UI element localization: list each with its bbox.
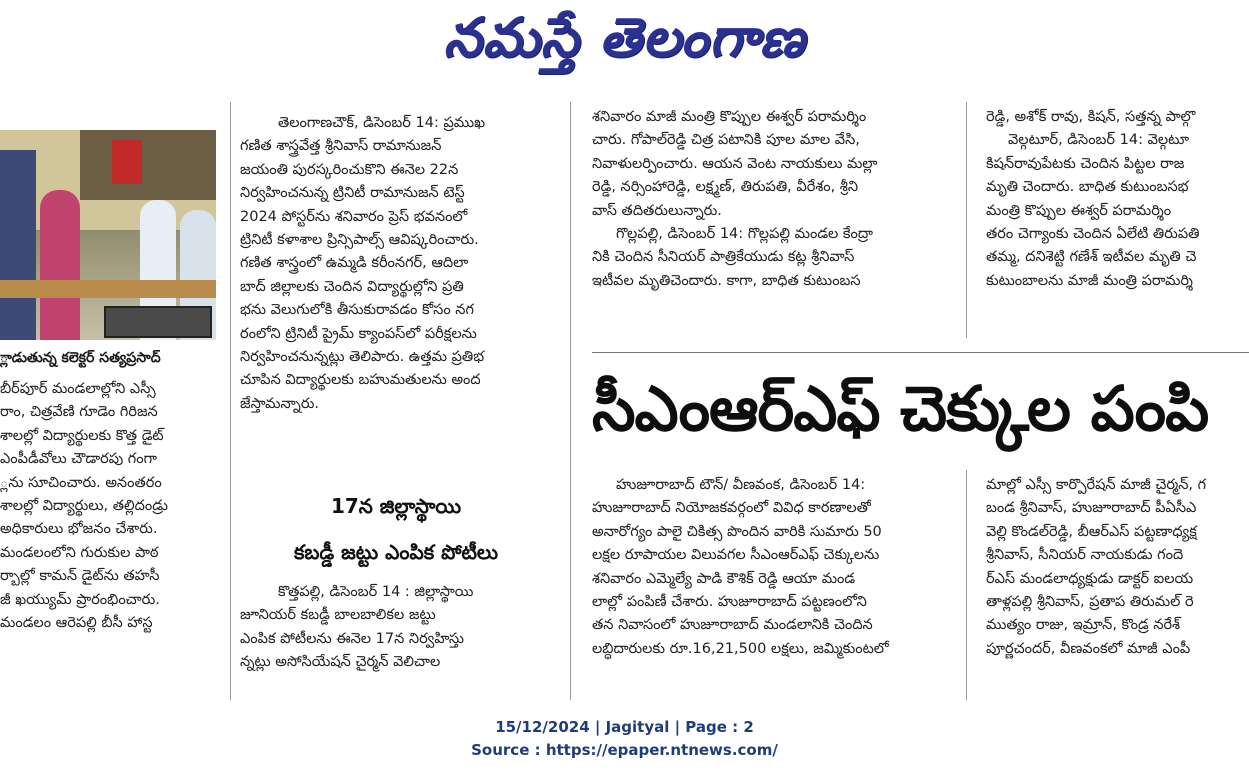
newspaper-title: నమస్తే తెలంగాణ (443, 5, 806, 69)
column-4 (986, 94, 1249, 334)
text-line: తాళ్లపల్లి శ్రీనివాస్, ప్రతాప తిరుమల్ రె (986, 594, 1194, 611)
text-line: మంత్రి కొప్పుల ఈశ్వర్ పరామర్శిం (986, 202, 1172, 219)
section-divider (592, 352, 1249, 353)
text-line: వాస్ తదితరులున్నారు. (592, 202, 722, 219)
text-line: కుటుంబాలను మాజీ మంత్రి పరామర్శి (986, 272, 1193, 289)
text-line: శాలల్లో విద్యార్థులు, తల్లిదండ్రు (0, 498, 169, 515)
article-cmrf-continued (986, 474, 1249, 661)
text-line: మాల్లో ఎస్సీ కార్పొరేషన్ మాజీ చైర్మన్, గ (986, 477, 1207, 493)
article-cmrf-cheques (592, 474, 944, 661)
subheadline-1: 17న జిల్లాస్థాయి (330, 494, 462, 518)
subheadline-2: కబడ్డీ జట్టు ఎంపిక పోటీలు (293, 540, 499, 564)
text-line: హుజూరాబాద్ నియోజకవర్గంలో వివిధ కారణాలతో (592, 500, 871, 517)
text-line: గొల్లపల్లి, డిసెంబర్ 14: గొల్లపల్లి మండల కేంద్రా (616, 226, 873, 243)
source-link[interactable]: Source : https://epaper.ntnews.com/ (471, 741, 778, 759)
text-line: అధికారులు భోజనం చేశారు. (0, 521, 158, 538)
text-line: నివాళులర్పించారు. ఆయన వెంట నాయకులు మల్లా (592, 155, 878, 172)
text-line: శాలల్లో విద్యార్థులకు కొత్త డైట్ (0, 427, 164, 444)
text-line: రెడ్డి, అశోక్ రావు, కిషన్, సత్తన్న పాల్గొ (986, 109, 1196, 125)
text-line: రాం, చిత్రవేణి గూడెం గిరిజన (0, 404, 158, 421)
text-line: గణిత శాస్త్రంలో ఉమ్మడి కరీంనగర్, ఆదిలా (240, 255, 469, 272)
text-line: శనివారం ఎమ్మెల్యే పాడి కౌశిక్ రెడ్డి ఆయా మండ (592, 570, 856, 587)
text-line: నిర్వహించనున్న ట్రినిటీ రామానుజన్ టెస్ట్ (240, 185, 465, 202)
main-headline: సీఎంఆర్‌ఎఫ్ చెక్కుల పంపి (592, 372, 1209, 445)
column-divider (570, 102, 571, 700)
text-line: అనారోగ్యం పాలై చికిత్స పొందిన వారికి సుమారు 50 (592, 523, 882, 540)
text-line: బండ శ్రీనివాస్, హుజూరాబాద్ పీఏసీఎ (986, 500, 1197, 517)
text-line: ఎంపిక పోటీలను ఈనెల 17న నిర్వహిస్తు (240, 630, 465, 647)
page-footer (0, 716, 1249, 762)
text-line: తరం చెగ్యాంకు చెందిన ఏలేటి తిరుపతి (986, 226, 1200, 243)
text-line: తన నివాసంలో హుజూరాబాద్ మండలానికి చెందిన (592, 617, 873, 634)
text-line: గణిత శాస్త్రవేత్త శ్రీనివాస్ రామానుజన్ (240, 138, 442, 155)
text-line: కిషన్‌రావుపేటకు చెందిన పిట్టల రాజ (986, 155, 1185, 172)
text-line: చూపిన విద్యార్థులకు బహుమతులను అంద (240, 372, 481, 389)
article-ramanujan-test (240, 112, 552, 416)
column-5 (592, 474, 944, 700)
text-line: జూనియర్ కబడ్డీ బాలబాలికల జట్టు (240, 607, 436, 624)
column-3 (592, 94, 944, 334)
text-line: కొత్తపల్లి, డిసెంబర్ 14 : జిల్లాస్థాయి (278, 584, 474, 600)
column-divider (230, 102, 231, 700)
text-line: ట్రినిటీ కళాశాల ప్రిన్సిపాల్స్ ఆవిష్కరించారు. (240, 232, 479, 249)
text-line: హుజూరాబాద్ టౌన్/ వీణవంక, డిసెంబర్ 14: (616, 477, 866, 493)
text-line: రంలోని ట్రినిటీ ప్రైమ్ క్యాంపస్‌లో పరీక్షలను (240, 325, 477, 342)
text-line: జేస్తామన్నారు. (240, 395, 320, 412)
text-line: బీర్‌పూర్ మండలాల్లోని ఎస్సీ (0, 381, 156, 397)
column-divider (966, 470, 967, 700)
text-line: ఇటీవల మృతిచెందారు. కాగా, బాధిత కుటుంబస (592, 272, 861, 289)
text-line: చారు. గోపాల్‌రెడ్డి చిత్ర పటానికి పూల మాల వేసి, (592, 132, 860, 149)
column-1 (0, 94, 222, 700)
text-line: జీ ఖయ్యుమ్ ప్రారంభించారు. (0, 591, 160, 608)
text-line: శ్రీనివాస్, సీనియర్ నాయకుడు గందె (986, 547, 1184, 564)
column-2 (240, 94, 552, 700)
masthead (0, 0, 1249, 88)
news-photo (0, 130, 216, 340)
text-line: లాల్లో పంపిణీ చేశారు. హుజూరాబాద్ పట్టణంలోని (592, 594, 867, 611)
text-line: నికి చెందిన సీనియర్ పాత్రికేయుడు కట్ల శ్రీనివాస్ (592, 249, 855, 266)
article-kopula-visit (592, 94, 944, 293)
text-line: మృతి చెందారు. బాధిత కుటుంబసభ (986, 179, 1189, 196)
text-line: జయంతి పురస్కరించుకొని ఈనెల 22న (240, 161, 459, 178)
text-line: మండలం ఆరెపల్లి బీసీ హాస్ట (0, 615, 153, 632)
article-velgatur (986, 94, 1249, 293)
text-line: భను వెలుగులోకి తీసుకురావడం కోసం నగ (240, 302, 474, 319)
newspaper-page (0, 94, 1249, 700)
text-line: ్లను సూచించారు. అనంతరం (0, 474, 162, 491)
text-line: ఎంపీడీవోలు చౌడారపు గంగా (0, 451, 157, 468)
text-line: తమ్మ, దనిశెట్టి గణేశ్ ఇటీవల మృతి చె (986, 249, 1197, 266)
photo-caption: ్లాడుతున్న కలెక్టర్ సత్యప్రసాద్ (0, 350, 161, 366)
text-line: న్నట్లు అసోసియేషన్ చైర్మన్ వెలిచాల (240, 654, 441, 671)
text-line: లక్షల రూపాయల విలువగల సీఎంఆర్‌ఎఫ్ చెక్కులను (592, 547, 880, 564)
text-line: వెల్గటూర్, డిసెంబర్ 14: వెల్గటూ (1008, 132, 1190, 149)
text-line: నిర్వహించనున్నట్లు తెలిపారు. ఉత్తమ ప్రతిభ (240, 349, 485, 366)
text-line: లబ్ధిదారులకు రూ.16,21,500 లక్షలు, జమ్మికుంటలో (592, 640, 889, 657)
text-line: మండలంలోని గురుకుల పాఠ (0, 544, 159, 561)
text-line: బాద్ జిల్లాలకు చెందిన విద్యార్థుల్లోని ప్రతి (240, 278, 464, 295)
text-line: తెలంగాణచౌక్, డిసెంబర్ 14: ప్రముఖ (278, 115, 486, 131)
text-line: ర్‌ఎస్ మండలాధ్యక్షుడు డాక్టర్ ఐలయ (986, 570, 1194, 587)
text-line: రెడ్డి, నర్సింహారెడ్డి, లక్ష్మణ్, తిరుపతి, వీరేశం, శ్రీని (592, 179, 859, 196)
text-line: 2024 పోస్టర్‌ను శనివారం ప్రెస్ భవనంలో (240, 208, 468, 225)
text-line: ముత్యం రాజు, ఇమ్రాన్, కొండ్ర నరేశ్ (986, 617, 1181, 634)
column-divider (966, 102, 967, 338)
text-line: ర్బాల్లో కామన్ డైట్‌ను తహసీ (0, 568, 160, 585)
text-line: వెల్లి కొండల్‌రెడ్డి, బీఆర్‌ఎస్ పట్టణాధ్యక్ష (986, 523, 1197, 540)
text-line: పూర్ణచందర్, వీణవంకలో మాజీ ఎంపీ (986, 640, 1191, 657)
column-6 (986, 474, 1249, 700)
article-kabaddi (240, 581, 552, 675)
column-1-text (0, 378, 222, 635)
edition-info: 15/12/2024 | Jagityal | Page : 2 (495, 718, 754, 736)
text-line: శనివారం మాజీ మంత్రి కొప్పుల ఈశ్వర్ పరామర్శిం (592, 109, 867, 125)
